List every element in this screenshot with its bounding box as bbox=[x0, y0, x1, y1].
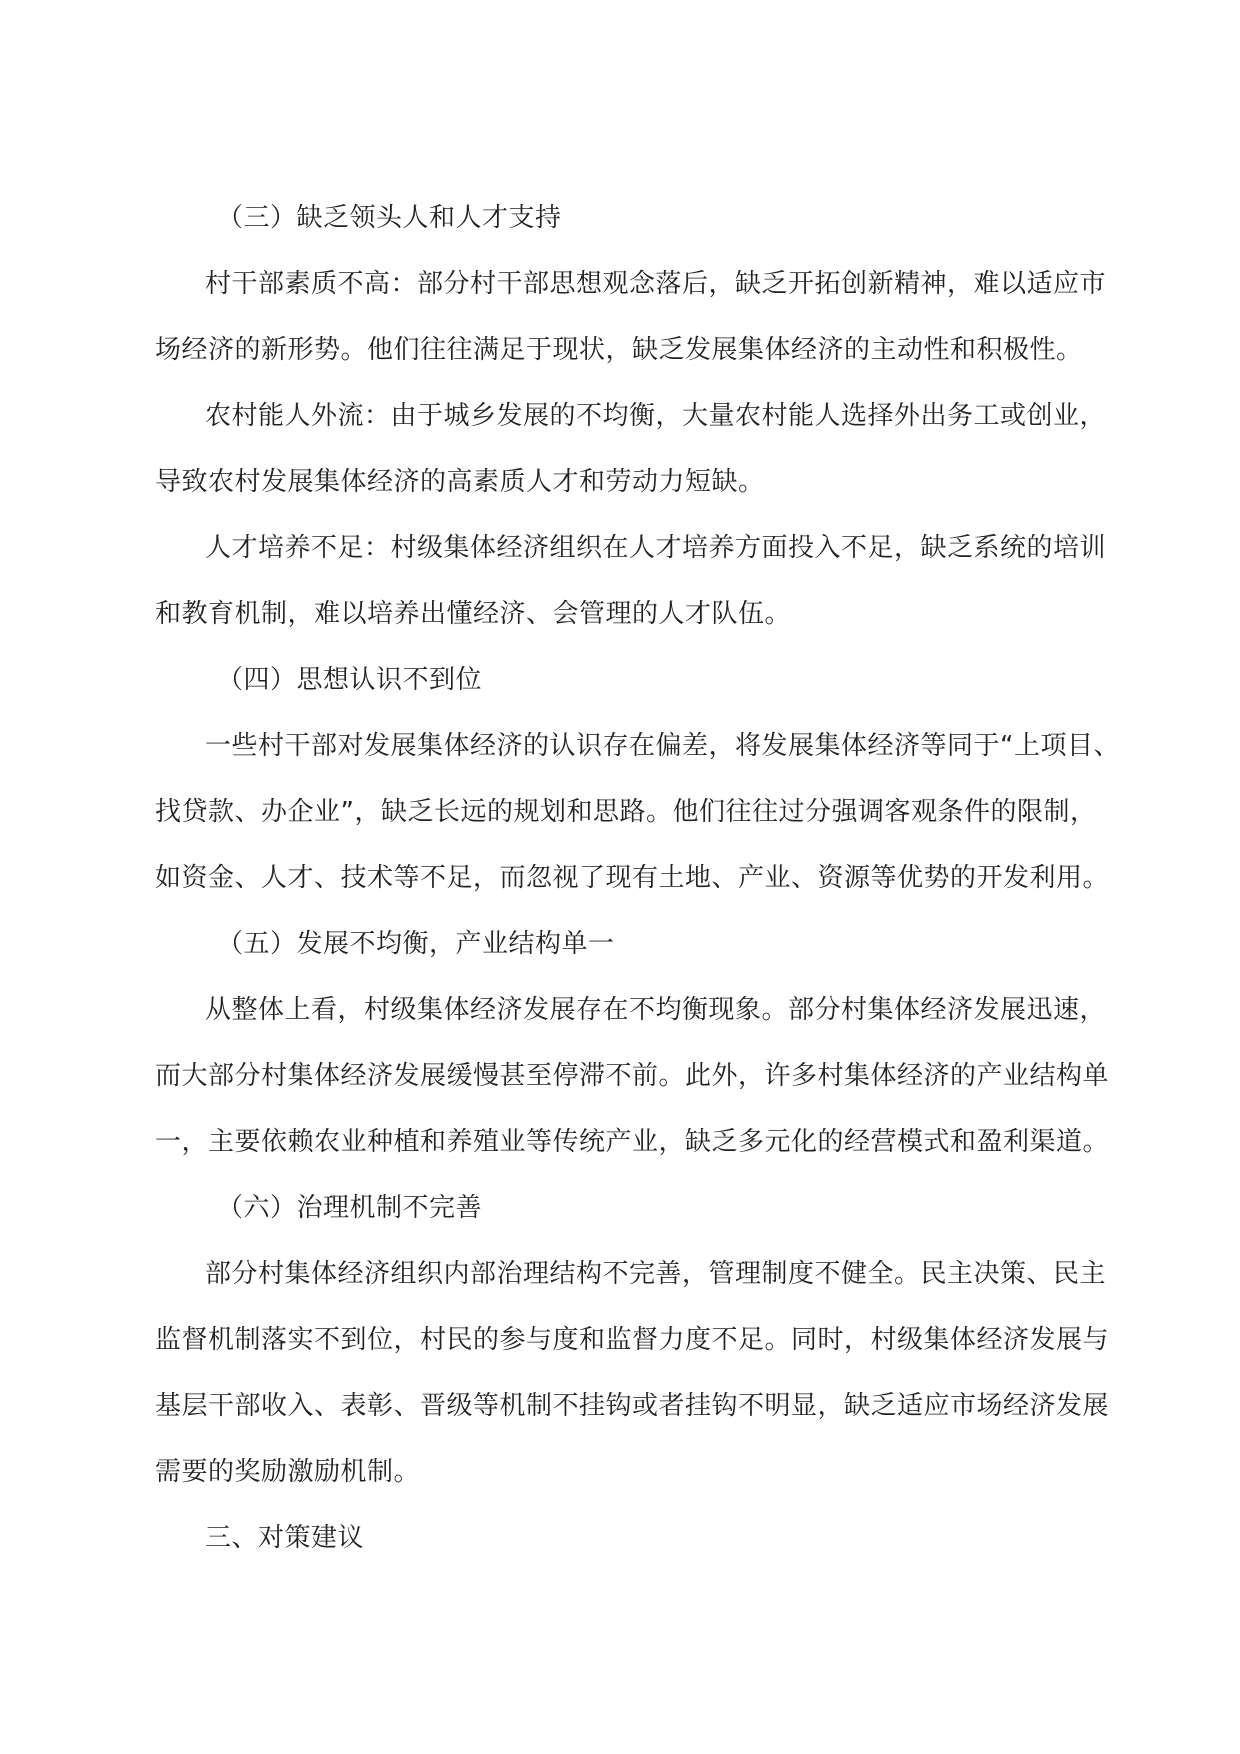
paragraph-line: 找贷款、办企业”，缺乏长远的规划和思路。他们往往过分强调客观条件的限制， bbox=[155, 797, 1097, 827]
paragraph-line: 如资金、人才、技术等不足，而忽视了现有土地、产业、资源等优势的开发利用。 bbox=[155, 863, 1110, 893]
paragraph-line: 村干部素质不高：部分村干部思想观念落后，缺乏开拓创新精神，难以适应市 bbox=[205, 269, 1107, 299]
paragraph-line: 导致农村发展集体经济的高素质人才和劳动力短缺。 bbox=[155, 467, 765, 497]
paragraph-line: 农村能人外流：由于城乡发展的不均衡，大量农村能人选择外出务工或创业， bbox=[205, 401, 1107, 431]
section-heading: 三、对策建议 bbox=[205, 1523, 365, 1553]
paragraph-line: 监督机制落实不到位，村民的参与度和监督力度不足。同时，村级集体经济发展与 bbox=[155, 1325, 1110, 1355]
paragraph-line: 场经济的新形势。他们往往满足于现状，缺乏发展集体经济的主动性和积极性。 bbox=[155, 335, 1083, 365]
document-page bbox=[155, 185, 1120, 1571]
heading-4: （四）思想认识不到位 bbox=[217, 665, 483, 695]
paragraph-line: 从整体上看，村级集体经济发展存在不均衡现象。部分村集体经济发展迅速， bbox=[205, 995, 1107, 1025]
paragraph-line: 而大部分村集体经济发展缓慢甚至停滞不前。此外，许多村集体经济的产业结构单 bbox=[155, 1061, 1110, 1091]
paragraph-line: 一，主要依赖农业种植和养殖业等传统产业，缺乏多元化的经营模式和盈利渠道。 bbox=[155, 1127, 1110, 1157]
paragraph-line: 需要的奖励激励机制。 bbox=[155, 1457, 421, 1487]
paragraph-line: 和教育机制，难以培养出懂经济、会管理的人才队伍。 bbox=[155, 599, 792, 629]
paragraph-line: 一些村干部对发展集体经济的认识存在偏差，将发展集体经济等同于“上项目、 bbox=[205, 731, 1120, 761]
paragraph-line: 人才培养不足：村级集体经济组织在人才培养方面投入不足，缺乏系统的培训 bbox=[205, 533, 1107, 563]
paragraph-line: 基层干部收入、表彰、晋级等机制不挂钩或者挂钩不明显，缺乏适应市场经济发展 bbox=[155, 1391, 1110, 1421]
heading-3: （三）缺乏领头人和人才支持 bbox=[217, 203, 562, 233]
paragraph-line: 部分村集体经济组织内部治理结构不完善，管理制度不健全。民主决策、民主 bbox=[205, 1259, 1107, 1289]
heading-5: （五）发展不均衡，产业结构单一 bbox=[217, 929, 615, 959]
heading-6: （六）治理机制不完善 bbox=[217, 1193, 483, 1223]
